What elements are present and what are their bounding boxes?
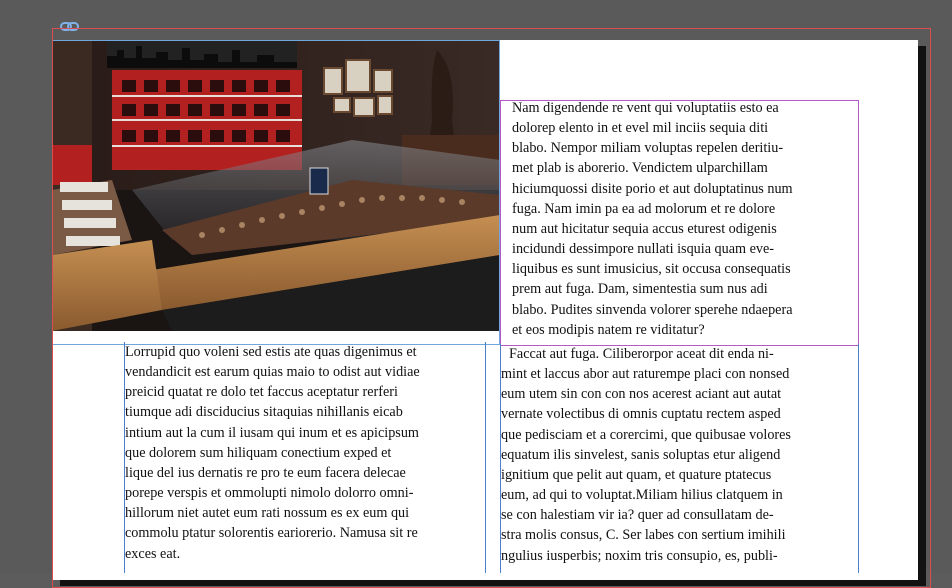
- text-line: porepe verspis et ommolupti nimolo dolorro omni-: [125, 485, 414, 502]
- link-icon[interactable]: [60, 20, 80, 32]
- text-line: mint et laccus abor aut raturempe placi con nonsed: [501, 366, 790, 383]
- text-line: incidundi dessimpore nullati isquia quam eve-: [512, 241, 775, 258]
- text-line: eum utem sin con con nos acerest aciant aut autat: [501, 386, 782, 403]
- text-line: lique del ius dernatis re pro te eum facera delecae: [125, 464, 406, 481]
- text-line: stra molis consus, C. Ser labes con sertium imihili: [501, 527, 786, 544]
- right-column-bottom-text: [501, 344, 858, 566]
- text-line: preicid quatat re dolo tet faccus aceptatur rerferi: [125, 384, 398, 401]
- text-line: prem aut fuga. Dam, simentestia sum nus adi: [512, 281, 768, 298]
- text-line: tiumque adi disciducius sitaquias nihillanis eicab: [125, 404, 403, 421]
- text-line: vendandicit est earum quias maio to odist aut vidiae: [125, 364, 420, 381]
- image-frame[interactable]: [52, 40, 500, 331]
- text-line: blabo. Nempor miliam voluptas repelen deritiu-: [512, 140, 784, 157]
- right-column-top-text: [512, 100, 858, 340]
- text-line: se con halestiam vir ia? quer ad consullatam de-: [501, 507, 774, 524]
- text-line: vernate volectibus di omnis cuptatu rectem asped: [501, 406, 781, 423]
- text-line: hiciumquossi disite porio et aut doluptatinus num: [512, 180, 793, 197]
- text-line: num aut hicitatur sequia accus eturest odigenis: [512, 220, 777, 237]
- text-line: Nam digendende re vent qui voluptatiis esto ea: [512, 100, 779, 116]
- text-line: Faccat aut fuga. Ciliberorpor aceat dit enda ni-: [509, 346, 774, 362]
- text-line: ignitium que pelit aut quam, et quature ptatecus: [501, 466, 772, 483]
- text-line: commolu ptatur solorentis eariorerio. Namusa sit re: [125, 525, 418, 542]
- text-line: et eos modipis natem re viditatur?: [512, 321, 705, 338]
- text-line: que dolorem sum hiliquam conectium exped et: [125, 444, 392, 461]
- text-line: liquibus es sunt imusicius, sit occusa consequatis: [512, 261, 791, 278]
- text-line: eum, ad qui to voluptat.Miliam hilius clatquem in: [501, 487, 783, 504]
- text-line: que pedisciam et a corercimi, que quibusae volores: [501, 426, 791, 443]
- text-line: ngulius iusperbis; noxim tris consupio, es, publi-: [501, 547, 778, 564]
- text-line: intium aut la cum il iusam qui inum et es apicipsum: [125, 424, 419, 441]
- left-column-text: [125, 342, 485, 564]
- text-line: equatum ilis sinvelest, sanis soluptas etur aligend: [501, 446, 781, 463]
- text-line: fuga. Nam imin pa ea ad molorum et re dolore: [512, 200, 776, 217]
- text-line: dolorep elento in et evel mil inciis sequia diti: [512, 120, 769, 137]
- text-line: exces eat.: [125, 545, 181, 562]
- store-photo: [52, 40, 500, 331]
- text-frame-right-bottom[interactable]: [500, 344, 859, 573]
- text-frame-right-top[interactable]: [500, 100, 859, 346]
- text-line: met plab is aborerio. Vendictem ulparchillam: [512, 160, 768, 177]
- text-line: blabo. Pudites sinvenda volorer sperehe ndaepera: [512, 301, 793, 318]
- text-frame-left[interactable]: [124, 342, 486, 573]
- text-line: Lorrupid quo voleni sed estis ate quas digenimus et: [125, 344, 417, 360]
- text-line: hillorum niet autet eum rati nossum es ex eum qui: [125, 505, 410, 522]
